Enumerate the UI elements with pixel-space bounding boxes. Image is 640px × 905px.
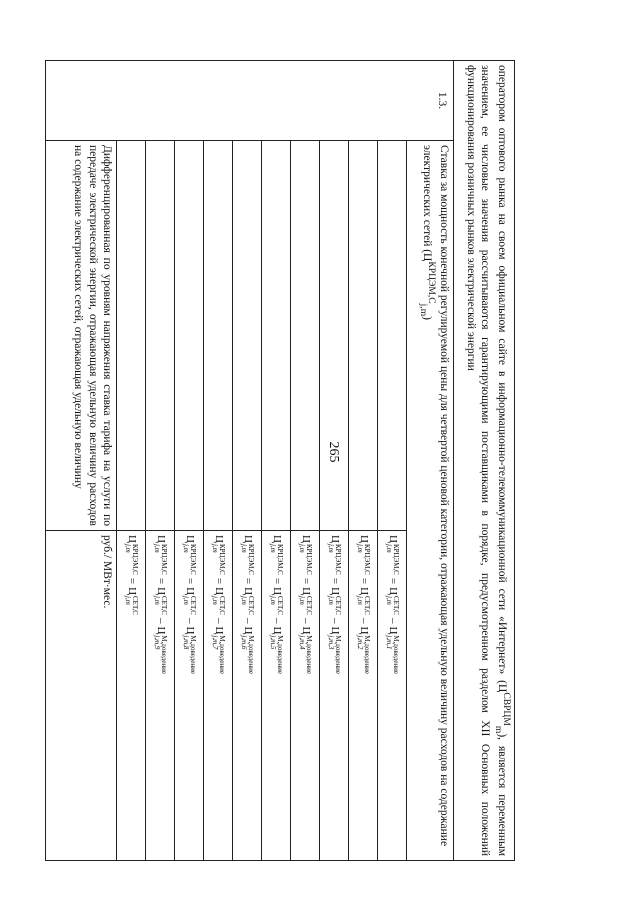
formula-superscript: КРЦЭМ,С (333, 543, 342, 575)
formula-blank-cell (175, 141, 204, 531)
bottom-unit: руб./ МВт·мес. (46, 531, 117, 861)
formula-superscript: КРЦЭМ,С (130, 543, 139, 575)
formula-subscript: j,m (327, 543, 336, 553)
formula-cell (262, 531, 291, 861)
section-title-sub: j,m (417, 303, 429, 317)
equals-sign: = (328, 577, 341, 585)
formula-cell (291, 531, 320, 861)
page-number: 265 (326, 441, 341, 463)
formula-superscript: СЕТ,С (130, 596, 139, 615)
formula-subscript: j,m,4 (298, 635, 307, 650)
tariff-table (45, 60, 515, 861)
formula-row (349, 61, 378, 861)
formula-cell (320, 531, 349, 861)
formula-row (262, 61, 291, 861)
equals-sign: = (154, 577, 167, 585)
formula-superscript: М,доведение (304, 635, 313, 675)
formula-superscript: М,доведение (246, 635, 255, 675)
formula-row (291, 61, 320, 861)
equals-sign: = (183, 577, 196, 585)
price-symbol: Ц (212, 587, 225, 596)
formula-subscript: j,m (124, 543, 133, 553)
price-symbol: Ц (125, 587, 138, 596)
formula-superscript: СЕТ,С (391, 596, 400, 615)
equals-sign: = (241, 577, 254, 585)
formula-subscript: j,m,8 (182, 635, 191, 650)
section-title-text: Ставка за мощность конечной регулируемой цены для четвертой ценовой категории, отражающая удельную величину расходов на содержание электрических сетей (Ц (420, 145, 450, 847)
formula-superscript: КРЦЭМ,С (246, 543, 255, 575)
formula-superscript: КРЦЭМ,С (188, 543, 197, 575)
formula-subscript: j,m (124, 596, 133, 605)
section-heading-row (407, 61, 454, 861)
formula-cell (233, 531, 262, 861)
price-symbol: Ц (212, 535, 225, 543)
price-symbol: Ц (183, 626, 196, 635)
intro-symbol-sup: СВРЦМ (501, 692, 512, 726)
formula-row (233, 61, 262, 861)
price-symbol: Ц (241, 587, 254, 596)
minus-sign: – (386, 617, 399, 624)
rotated-document-table (72, 60, 515, 860)
price-symbol: Ц (386, 535, 399, 543)
price-symbol: Ц (328, 587, 341, 596)
price-symbol: Ц (183, 587, 196, 596)
formula-subscript: j,m (240, 543, 249, 553)
section-number: 1.3. (46, 61, 454, 141)
minus-sign: – (299, 617, 312, 624)
formula-row (175, 61, 204, 861)
formula-subscript: j,m (327, 596, 336, 605)
formula-blank-cell (204, 141, 233, 531)
formula-subscript: j,m (182, 596, 191, 605)
formula-superscript: М,доведение (217, 635, 226, 675)
formula-superscript: КРЦЭМ,С (159, 543, 168, 575)
price-symbol: Ц (154, 535, 167, 543)
final-formula-cell (117, 531, 146, 861)
intro-paragraph (454, 61, 515, 861)
formula-blank-cell (262, 141, 291, 531)
minus-sign: – (241, 617, 254, 624)
formula-row (378, 61, 407, 861)
formula-blank-cell (233, 141, 262, 531)
section-title-after: ) (420, 316, 433, 320)
formula-subscript: j,m (356, 596, 365, 605)
price-symbol: Ц (183, 535, 196, 543)
intro-text: оператором оптового рынка на своем официальном сайте в информационно-телекоммуникационной сети «Интернет» (Ц (496, 65, 509, 693)
price-symbol: Ц (328, 535, 341, 543)
minus-sign: – (328, 617, 341, 624)
formula-subscript: j,m (211, 596, 220, 605)
formula-superscript: М,доведение (391, 635, 400, 675)
formula-subscript: j,m,6 (240, 635, 249, 650)
formula-superscript: СЕТ,С (333, 596, 342, 615)
price-symbol: Ц (270, 587, 283, 596)
minus-sign: – (183, 617, 196, 624)
formula-blank-cell (291, 141, 320, 531)
formula-cell (175, 531, 204, 861)
formula-superscript: СЕТ,С (304, 596, 313, 615)
intro-text-after: ), является переменным значением, ее числовые значения рассчитываются гарантирующими поставщиками в порядке, предусмотренном разделом XII Основных положений функционирования розничных рынков электрической энергии (464, 65, 509, 857)
formula-superscript: СЕТ,С (275, 596, 284, 615)
formula-superscript: КРЦЭМ,С (391, 543, 400, 575)
price-symbol: Ц (357, 535, 370, 543)
minus-sign: – (270, 617, 283, 624)
formula-subscript: j,m (240, 596, 249, 605)
formula-subscript: j,m (182, 543, 191, 553)
formula-subscript: j,m,9 (153, 635, 162, 650)
formula-subscript: j,m (298, 596, 307, 605)
price-symbol: Ц (154, 626, 167, 635)
price-symbol: Ц (299, 587, 312, 596)
price-symbol: Ц (386, 587, 399, 596)
formula-subscript: j,m (153, 596, 162, 605)
formula-superscript: КРЦЭМ,С (217, 543, 226, 575)
equals-sign: = (212, 577, 225, 585)
formula-subscript: j,m (269, 596, 278, 605)
intro-symbol-sub: m (492, 725, 504, 734)
formula-superscript: М,доведение (275, 635, 284, 675)
price-symbol: Ц (299, 626, 312, 635)
formula-subscript: j,m (153, 543, 162, 553)
formula-subscript: j,m,5 (269, 635, 278, 650)
formula-superscript: СЕТ,С (159, 596, 168, 615)
price-symbol: Ц (386, 626, 399, 635)
formula-blank-cell (349, 141, 378, 531)
minus-sign: – (357, 617, 370, 624)
formula-cell (146, 531, 175, 861)
price-symbol: Ц (125, 535, 138, 543)
formula-superscript: М,доведение (188, 635, 197, 675)
formula-blank-cell (320, 141, 349, 531)
equals-sign: = (386, 577, 399, 585)
formula-row (204, 61, 233, 861)
equals-sign: = (125, 577, 138, 585)
final-formula-row (117, 61, 146, 861)
formula-subscript: j,m,2 (356, 635, 365, 650)
formula-subscript: j,m (356, 543, 365, 553)
formula-subscript: j,m,1 (385, 635, 394, 650)
price-symbol: Ц (241, 626, 254, 635)
price-symbol: Ц (328, 626, 341, 635)
minus-sign: – (212, 617, 225, 624)
section-title (407, 141, 454, 861)
formula-superscript: СЕТ,С (217, 596, 226, 615)
price-symbol: Ц (299, 535, 312, 543)
formula-superscript: М,доведение (362, 635, 371, 675)
bottom-description: Дифференцированная по уровням напряжения ставка тарифа на услуги по передаче электрической энергии, отражающая удельную величину расходов на содержание электрических сетей, отражающая удельную величину (46, 141, 117, 531)
formula-subscript: j,m (211, 543, 220, 553)
bottom-row (46, 61, 117, 861)
formula-cell (349, 531, 378, 861)
equals-sign: = (299, 577, 312, 585)
formula-blank-cell (117, 141, 146, 531)
price-symbol: Ц (212, 626, 225, 635)
formula-subscript: j,m,7 (211, 635, 220, 650)
formula-blank-cell (146, 141, 175, 531)
intro-row (454, 61, 515, 861)
formula-superscript: М,доведение (333, 635, 342, 675)
formula-subscript: j,m (385, 543, 394, 553)
formula-row (146, 61, 175, 861)
formula-superscript: СЕТ,С (246, 596, 255, 615)
formula-subscript: j,m (298, 543, 307, 553)
formula-subscript: j,m,3 (327, 635, 336, 650)
formula-subscript: j,m (385, 596, 394, 605)
equals-sign: = (357, 577, 370, 585)
minus-sign: – (154, 617, 167, 624)
formula-superscript: КРЦЭМ,С (362, 543, 371, 575)
price-symbol: Ц (270, 535, 283, 543)
price-symbol: Ц (241, 535, 254, 543)
price-symbol: Ц (357, 587, 370, 596)
equals-sign: = (270, 577, 283, 585)
formula-superscript: М,доведение (159, 635, 168, 675)
formula-superscript: СЕТ,С (362, 596, 371, 615)
formula-cell (204, 531, 233, 861)
section-title-sup: КРЦЭМ,С (425, 261, 437, 304)
formula-cell (378, 531, 407, 861)
price-symbol: Ц (270, 626, 283, 635)
price-symbol: Ц (357, 626, 370, 635)
formula-subscript: j,m (269, 543, 278, 553)
formula-superscript: КРЦЭМ,С (275, 543, 284, 575)
formula-blank-cell (378, 141, 407, 531)
formula-row (320, 61, 349, 861)
price-symbol: Ц (154, 587, 167, 596)
formula-superscript: КРЦЭМ,С (304, 543, 313, 575)
formula-superscript: СЕТ,С (188, 596, 197, 615)
